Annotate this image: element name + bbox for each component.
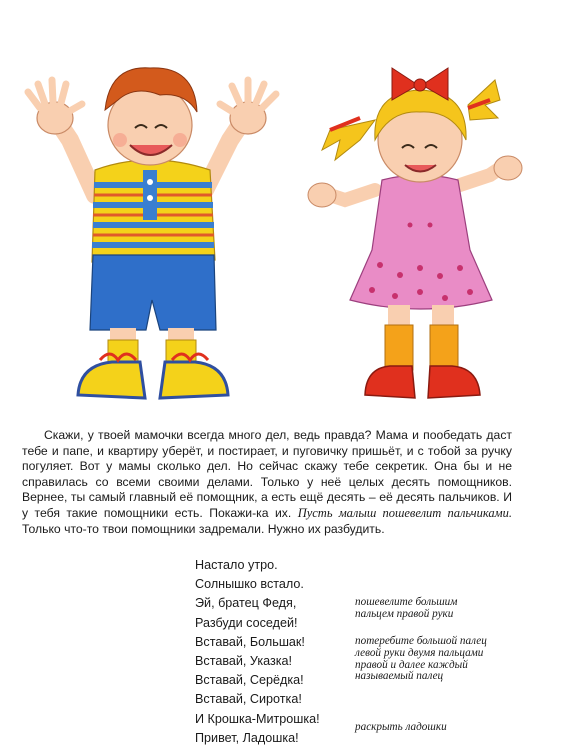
finger-poem [195,556,320,748]
note-palms: раскрыть ладошки [355,721,447,733]
intro-paragraph [22,428,512,537]
note-thumb: пошевелите большим пальцем правой руки [355,596,458,620]
note-fingers: потеребите большой палец левой руки двумя пальцами правой и далее каждый называемый палец [355,635,487,683]
poem-line: Эй, братец Федя, [195,596,297,611]
poem-line: Привет, Ладошка! [195,730,299,745]
girl-figure [308,68,522,398]
poem-line: Разбуди соседей! [195,615,298,630]
paragraph-instruction: Пусть малыш пошевелит пальчиками. [297,505,513,520]
poem-line: Настало утро. [195,558,278,572]
poem-line: Вставай, Сиротка! [195,692,302,707]
poem-line: Вставай, Указка! [195,654,293,669]
paragraph-part1: Скажи, у твоей мамочки всегда много дел, ведь правда? Мама и пообедать даст тебе и папе, и квартиру уберёт, и постирает, и пуговичку пришьёт, и с тобой за ручку погуляет. Вот у мамы сколько дел. Но сейчас скажу тебе секретик. Она бы и не справилась со всеми своими делами. Только у неё целых десять помощников. Вернее, ты самый главный её помощник, а есть ещё десять – её десять пальчиков. И у тебя такие помощники есть. Покажи-ка их. [22,428,512,520]
poem-line: И Крошка-Митрошка! [195,711,320,726]
boy-figure [28,68,276,398]
poem-line: Вставай, Серёдка! [195,673,304,688]
poem-line: Солнышко встало. [195,577,304,592]
paragraph-part2: Только что-то твои помощники задремали. Нужно их разбудить. [22,521,385,536]
poem-line: Вставай, Большак! [195,634,305,649]
